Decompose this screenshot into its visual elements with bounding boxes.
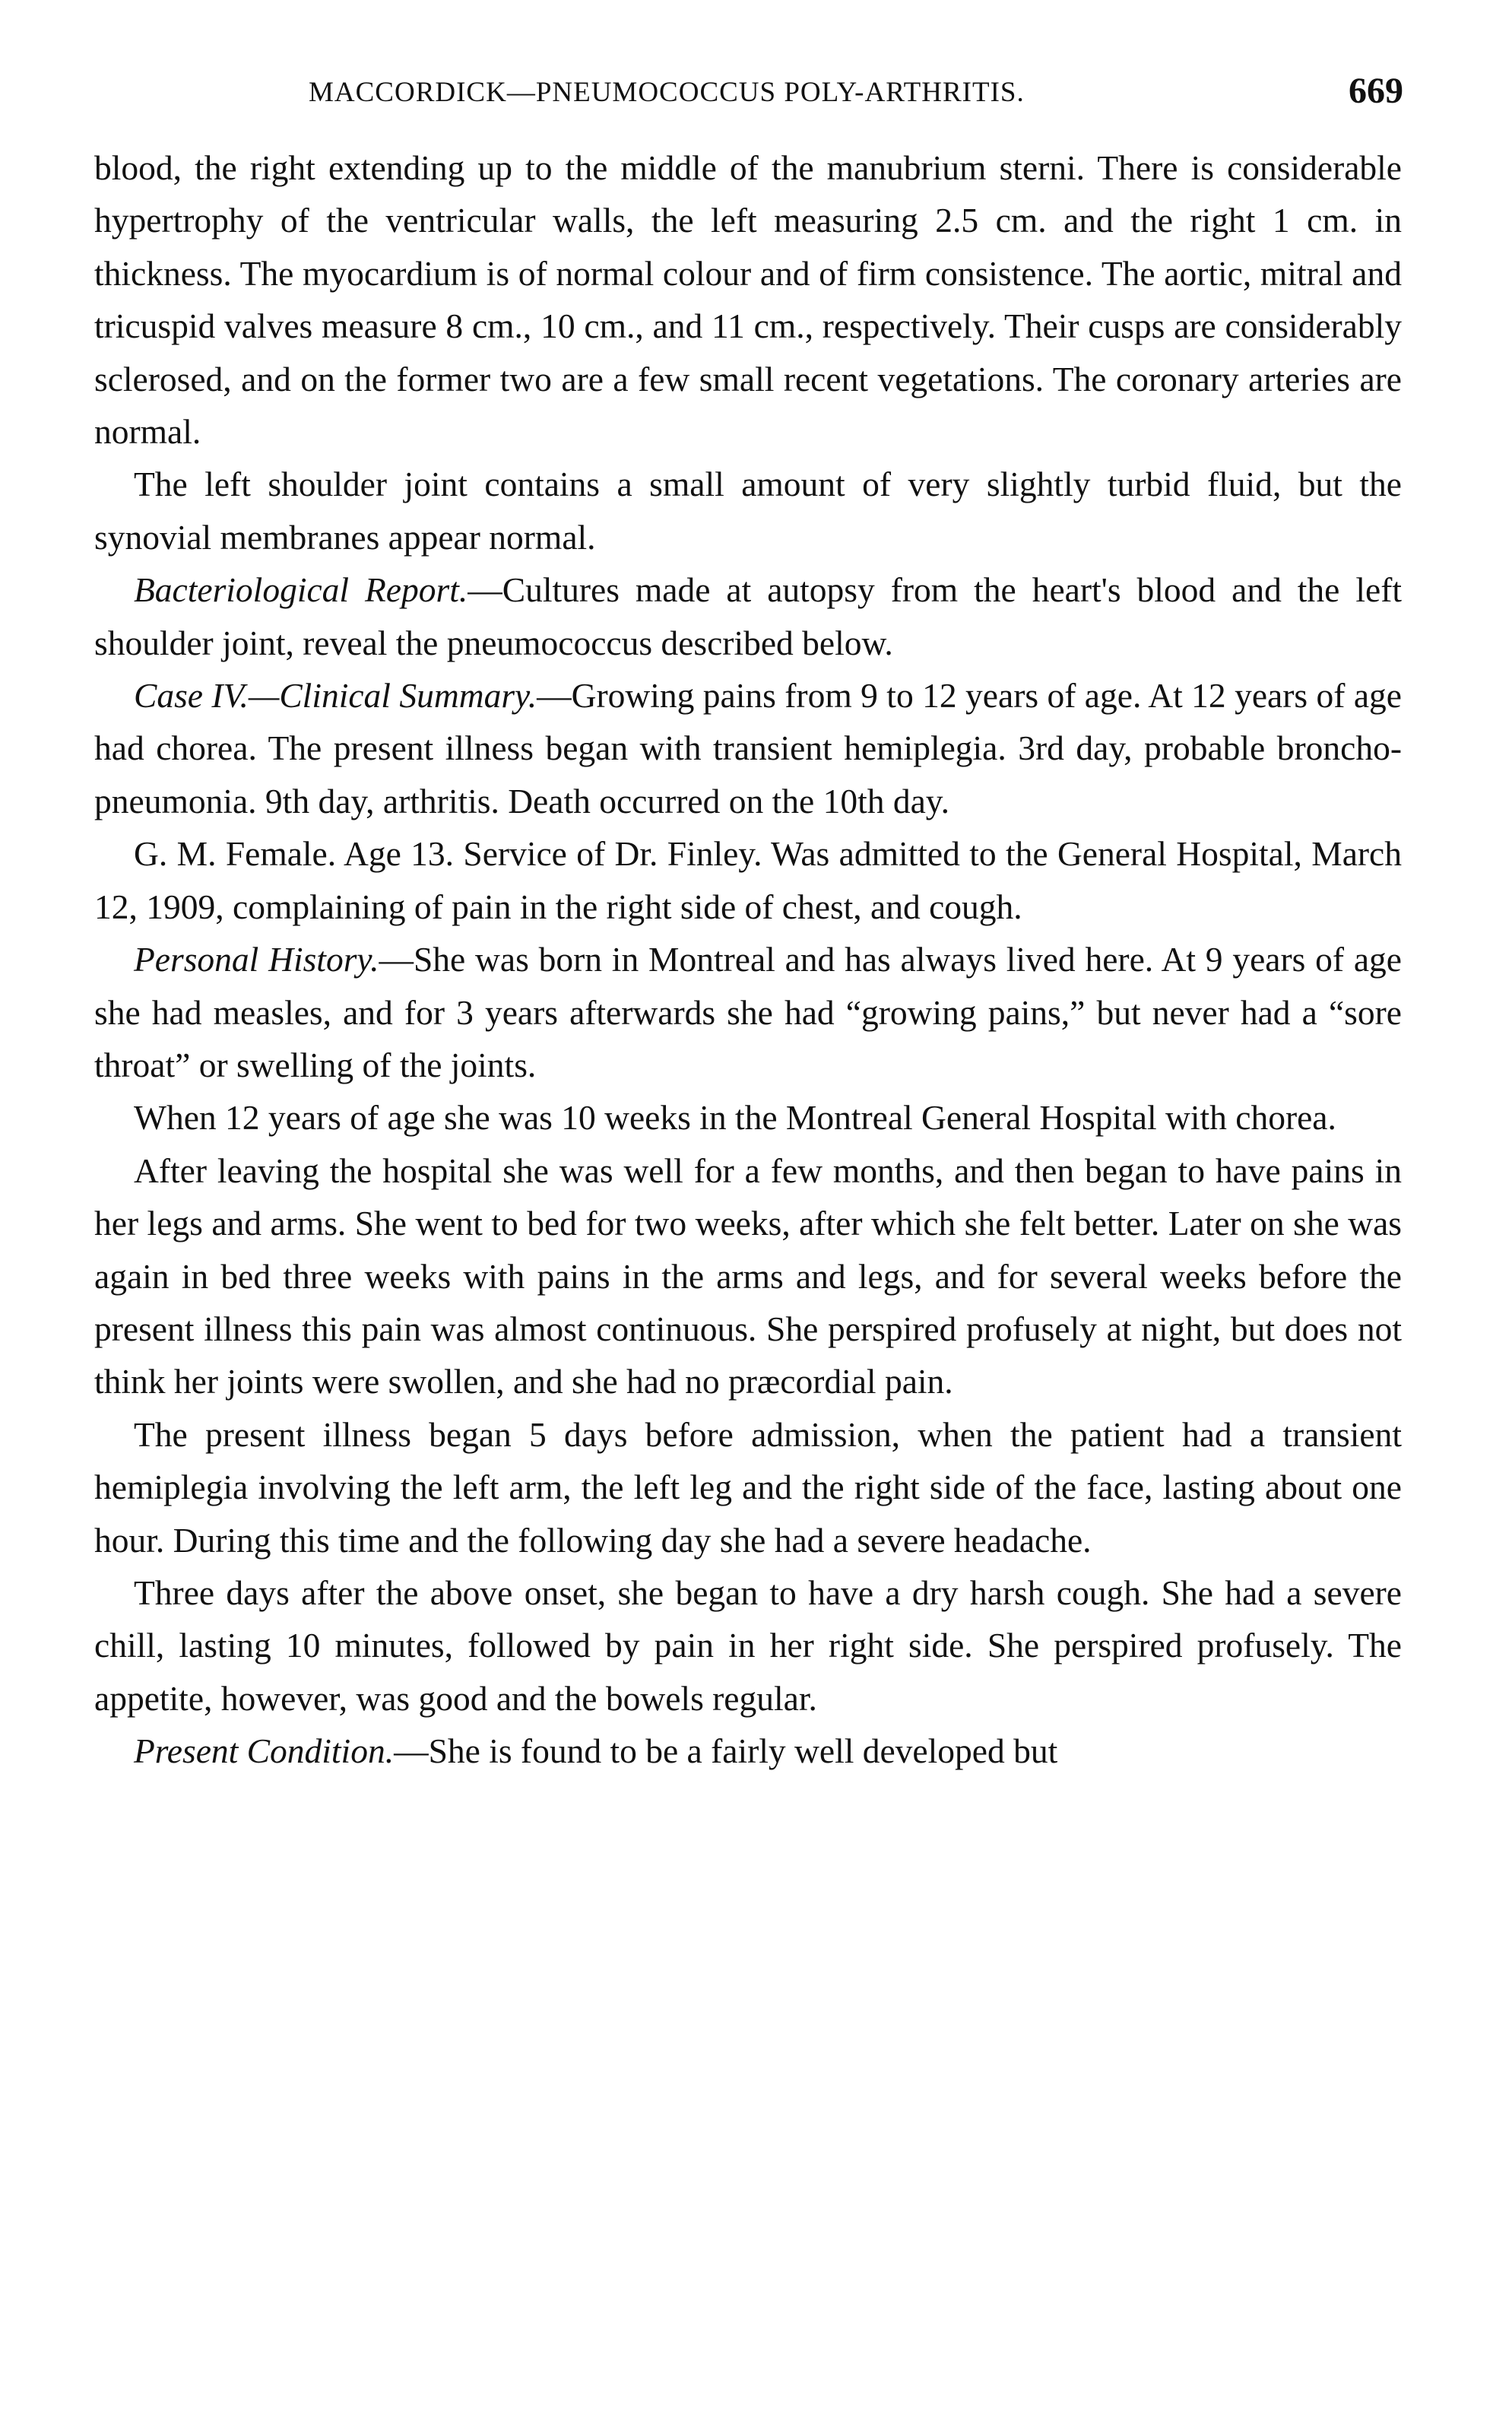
paragraph-bacteriological-report — [94, 563, 1402, 669]
section-heading-case-iv: Case IV.—Clinical Summary. — [134, 676, 537, 716]
paragraph-personal-history — [94, 933, 1402, 1091]
paragraph-case-iv-summary — [94, 669, 1402, 827]
personal-history-text: —She was born in Montreal and has always lived here. At 9 years of age she had measles, and for 3 years afterwards she had “growing pains,” but never had a “sore throat” or swelling of the joints. — [94, 940, 1402, 1084]
paragraph-autopsy-heart: blood, the right extending up to the middle of the manubrium sterni. There is considerable hypertrophy of the ventricular walls, the left measuring 2.5 cm. and the right 1 cm. in thickness. The myocardium is of normal colour and of firm consistence. The aortic, mitral and tricuspid valves measure 8 cm., 10 cm., and 11 cm., respectively. Their cusps are considerably sclerosed, and on the former two are a few small recent vegetations. The coronary arteries are normal. — [94, 148, 1402, 452]
paragraph-patient-admission: G. M. Female. Age 13. Service of Dr. Finley. Was admitted to the General Hospital, March 12, 1909, complaining of pain in the right side of chest, and cough. — [94, 834, 1402, 926]
paragraph-present-illness: The present illness began 5 days before admission, when the patient had a transient hemiplegia involving the left arm, the left leg and the right side of the face, lasting about one hour. During this time and the following day she had a severe headache. — [94, 1414, 1402, 1560]
running-title: MACCORDICK—PNEUMOCOCCUS POLY-ARTHRITIS. — [309, 77, 1025, 108]
paragraph-present-condition — [94, 1725, 1402, 1777]
document-page — [94, 68, 1402, 1778]
section-heading-present-condition: Present Condition. — [134, 1731, 395, 1771]
section-heading-bacteriological-report: Bacteriological Report. — [134, 570, 468, 610]
bacteriological-report-text: —Cultures made at autopsy from the heart's blood and the left shoulder joint, reveal the pneumococcus described below. — [94, 570, 1402, 662]
paragraph-chorea: When 12 years of age she was 10 weeks in the Montreal General Hospital with chorea. — [134, 1098, 1336, 1138]
section-heading-personal-history: Personal History. — [134, 940, 379, 979]
paragraph-cough-onset: Three days after the above onset, she began to have a dry harsh cough. She had a severe chill, lasting 10 minutes, followed by pain in her right side. She perspired profusely. The appetite, however, was good and the bowels regular. — [94, 1573, 1402, 1718]
present-condition-text: —She is found to be a fairly well developed but — [394, 1731, 1058, 1771]
case-iv-summary-text: —Growing pains from 9 to 12 years of age. At 12 years of age had chorea. The present illness began with transient hemiplegia. 3rd day, probable broncho-pneumonia. 9th day, arthritis. Death occurred on the 10th day. — [94, 676, 1402, 820]
paragraph-after-hospital: After leaving the hospital she was well for a few months, and then began to have pains in her legs and arms. She went to bed for two weeks, after which she felt better. Later on she was again in bed three weeks with pains in the arms and legs, and for several weeks before the present illness this pain was almost continuous. She perspired profusely at night, but does not think her joints were swollen, and she had no præcordial pain. — [94, 1150, 1402, 1401]
body-text — [94, 141, 1402, 1778]
paragraph-shoulder-joint: The left shoulder joint contains a small amount of very slightly turbid fluid, but the synovial membranes appear normal. — [94, 465, 1402, 557]
page-number: 669 — [1349, 71, 1403, 111]
page-header — [94, 68, 1402, 119]
